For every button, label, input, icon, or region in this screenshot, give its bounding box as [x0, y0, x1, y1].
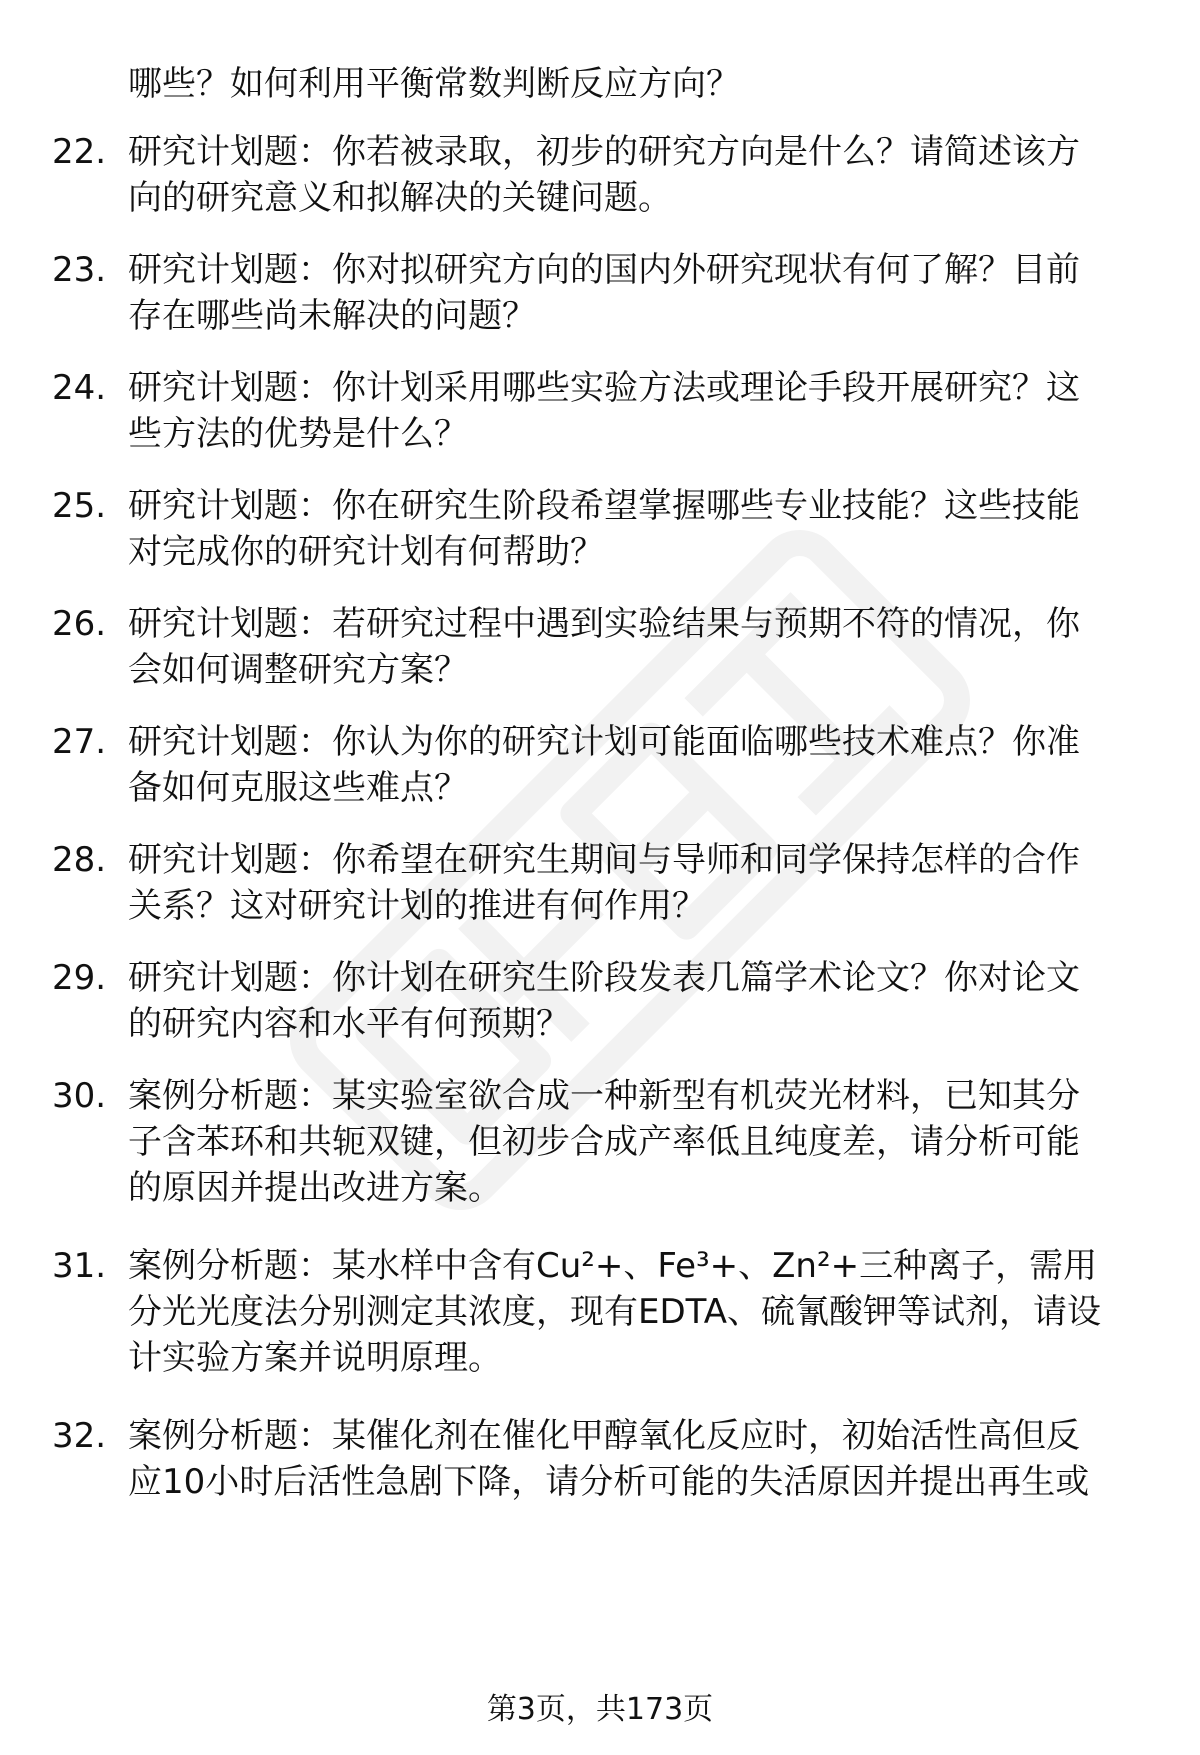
question-text-line: 应10小时后活性急剧下降，请分析可能的失活原因并提出再生或 [128, 1462, 1090, 1502]
question-text-line: 研究计划题：你若被录取，初步的研究方向是什么？请简述该方 [128, 132, 1080, 172]
question-text-line: 的研究内容和水平有何预期？ [128, 1004, 570, 1044]
question-text-line: 案例分析题：某水样中含有Cu²+、Fe³+、Zn²+三种离子，需用 [128, 1246, 1098, 1286]
question-number: 32. [52, 1416, 107, 1456]
continuation-text: 哪些？如何利用平衡常数判断反应方向？ [128, 64, 740, 104]
question-text-line: 分光光度法分别测定其浓度，现有EDTA、硫氰酸钾等试剂，请设 [128, 1292, 1102, 1332]
question-text-line: 研究计划题：你希望在研究生期间与导师和同学保持怎样的合作 [128, 840, 1080, 880]
question-number: 25. [52, 486, 107, 526]
question-text-line: 的原因并提出改进方案。 [128, 1168, 502, 1208]
question-number: 22. [52, 132, 107, 172]
question-text-line: 关系？这对研究计划的推进有何作用？ [128, 886, 706, 926]
question-number: 24. [52, 368, 107, 408]
question-text-line: 研究计划题：你在研究生阶段希望掌握哪些专业技能？这些技能 [128, 486, 1080, 526]
question-text-line: 研究计划题：若研究过程中遇到实验结果与预期不符的情况，你 [128, 604, 1080, 644]
question-number: 31. [52, 1246, 107, 1286]
question-number: 29. [52, 958, 107, 998]
question-text-line: 案例分析题：某实验室欲合成一种新型有机荧光材料，已知其分 [128, 1076, 1080, 1116]
question-number: 30. [52, 1076, 107, 1116]
question-text-line: 会如何调整研究方案？ [128, 650, 468, 690]
question-text-line: 备如何克服这些难点？ [128, 768, 468, 808]
question-text-line: 研究计划题：你计划在研究生阶段发表几篇学术论文？你对论文 [128, 958, 1080, 998]
question-text-line: 计实验方案并说明原理。 [128, 1338, 502, 1378]
question-text-line: 对完成你的研究计划有何帮助？ [128, 532, 604, 572]
question-text-line: 研究计划题：你认为你的研究计划可能面临哪些技术难点？你准 [128, 722, 1080, 762]
question-text-line: 研究计划题：你计划采用哪些实验方法或理论手段开展研究？这 [128, 368, 1080, 408]
question-text-line: 案例分析题：某催化剂在催化甲醇氧化反应时，初始活性高但反 [128, 1416, 1080, 1456]
question-number: 23. [52, 250, 107, 290]
question-number: 26. [52, 604, 107, 644]
question-number: 28. [52, 840, 107, 880]
question-number: 27. [52, 722, 107, 762]
question-text-line: 些方法的优势是什么？ [128, 414, 468, 454]
question-text-line: 研究计划题：你对拟研究方向的国内外研究现状有何了解？目前 [128, 250, 1080, 290]
question-text-line: 子含苯环和共轭双键，但初步合成产率低且纯度差，请分析可能 [128, 1122, 1080, 1162]
page-footer: 第3页，共173页 [486, 1692, 714, 1727]
question-text-line: 存在哪些尚未解决的问题？ [128, 296, 536, 336]
question-text-line: 向的研究意义和拟解决的关键问题。 [128, 178, 672, 218]
